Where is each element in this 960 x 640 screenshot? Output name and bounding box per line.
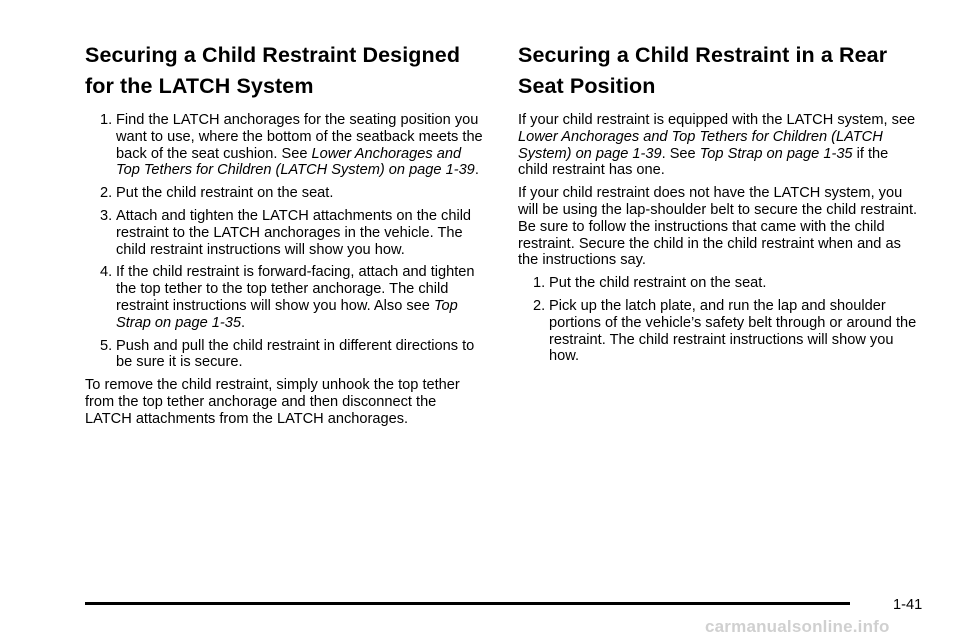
- no-latch-paragraph: If your child restraint does not have the LATCH system, you will be using the lap-shoulder belt to secure the child restraint. Be sure to follow the instructions that came with the child restraint. Secure the child in the child restraint when and as the instructions say.: [518, 185, 918, 269]
- paragraph-text: . See: [661, 145, 700, 162]
- cross-reference: Top Strap on page 1-35: [699, 145, 853, 162]
- list-item: [85, 338, 485, 372]
- latch-equipped-paragraph: [518, 112, 918, 179]
- step-text: Push and pull the child restraint in different directions to be sure it is secure.: [116, 337, 475, 371]
- rear-seat-steps-list: [518, 275, 918, 365]
- watermark: carmanualsonline.info: [705, 617, 890, 636]
- step-text: Find the LATCH anchorages for the seating position you want to use, where the bottom of the seatback meets the back of the seat cushion. See: [116, 112, 483, 162]
- list-item: [518, 298, 918, 365]
- right-column: [518, 40, 918, 371]
- footer-rule: [85, 602, 850, 605]
- step-text: Put the child restraint on the seat.: [116, 185, 334, 202]
- step-tail: .: [474, 162, 479, 179]
- step-text: If the child restraint is forward-facing, attach and tighten the top tether to the top tether anchorage. The child restraint instructions will show you how. Also see: [116, 264, 475, 314]
- step-text: Attach and tighten the LATCH attachments on the child restraint to the LATCH anchorages in the vehicle. The child restraint instructions will show you how.: [116, 207, 472, 258]
- page-number: 1-41: [893, 597, 923, 613]
- cross-reference: Lower Anchorages and Top Tethers for Children (LATCH System) on page 1-39: [116, 145, 475, 179]
- section-heading-latch: Securing a Child Restraint Designed for the LATCH System: [85, 43, 461, 98]
- latch-steps-list: [85, 112, 485, 371]
- step-number: 4.: [100, 264, 113, 281]
- list-item: [85, 185, 485, 202]
- step-tail: .: [240, 314, 246, 331]
- list-item: [85, 264, 485, 331]
- step-number: 1.: [533, 275, 546, 292]
- step-number: 2.: [100, 185, 113, 202]
- step-text: Put the child restraint on the seat.: [549, 275, 767, 292]
- step-number: 5.: [100, 337, 113, 354]
- left-column: [85, 40, 485, 434]
- list-item: [85, 208, 485, 258]
- step-number: 1.: [100, 112, 113, 128]
- list-item: [85, 112, 485, 179]
- cross-reference: Lower Anchorages and Top Tethers for Children (LATCH System) on page 1-39: [518, 128, 883, 162]
- list-item: [518, 275, 918, 292]
- step-number: 2.: [533, 297, 546, 314]
- cross-reference: Top Strap on page 1-35: [116, 297, 458, 331]
- step-text: Pick up the latch plate, and run the lap and shoulder portions of the vehicle’s safety belt through or around the restraint. The child restraint instructions will show you how.: [549, 297, 917, 365]
- paragraph-text: if the child restraint has one.: [518, 145, 889, 179]
- section-heading-rear-seat: Securing a Child Restraint in a Rear Seat Position: [518, 43, 888, 98]
- paragraph-text: If your child restraint is equipped with the LATCH system, see: [518, 112, 916, 128]
- step-number: 3.: [100, 207, 113, 224]
- removal-paragraph: To remove the child restraint, simply unhook the top tether from the top tether anchorage and then disconnect the LATCH attachments from the LATCH anchorages.: [85, 377, 460, 427]
